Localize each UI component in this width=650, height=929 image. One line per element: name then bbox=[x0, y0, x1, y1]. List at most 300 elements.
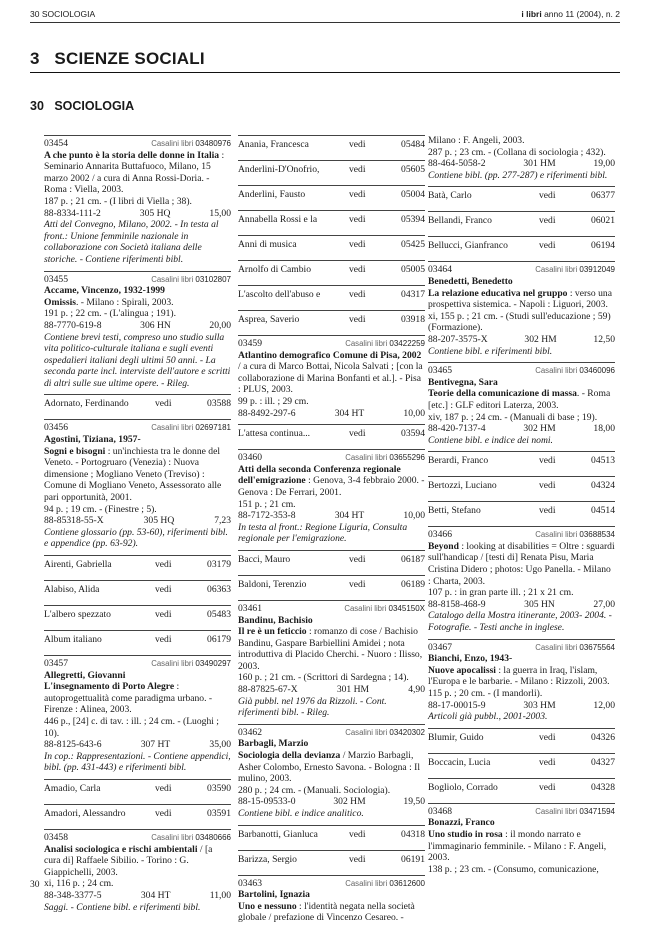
price: 15,00 bbox=[209, 207, 231, 219]
vedi-code: 05484 bbox=[401, 139, 425, 150]
entry-number: 03458 bbox=[44, 831, 68, 843]
header-journal bbox=[521, 9, 620, 19]
vedi-word: vedi bbox=[539, 455, 556, 467]
vedi-name: Barizza, Sergio bbox=[238, 853, 297, 865]
casalini-label: Casalini libri bbox=[535, 265, 580, 275]
bibliographic-entry bbox=[238, 600, 425, 724]
classification: 301 HM bbox=[336, 684, 370, 696]
vedi-name: Berardi, Franco bbox=[428, 455, 489, 467]
vedi-word: vedi bbox=[349, 264, 366, 275]
entry-title: L'insegnamento di Porto Alegre bbox=[44, 681, 175, 693]
entry-note: Contiene glossario (pp. 53-60), riferimenti bibl. e appendice (pp. 63-92). bbox=[44, 526, 228, 550]
casalini-code bbox=[151, 658, 231, 670]
vedi-name: L'attesa continua... bbox=[238, 428, 311, 440]
page-number: 30 bbox=[30, 880, 40, 890]
casalini-code bbox=[535, 529, 615, 541]
casalini-number: 03688534 bbox=[579, 530, 615, 540]
entry-note: In testa al front.: Regione Liguria, Consulta regionale per l'emigrazione. bbox=[238, 521, 408, 545]
vedi-code: 04327 bbox=[591, 756, 615, 768]
isbn-line bbox=[238, 510, 425, 522]
casalini-label: Casalini libri bbox=[344, 603, 389, 613]
entry-header bbox=[44, 422, 231, 434]
bibliographic-entry bbox=[428, 639, 615, 728]
vedi-name: Bellucci, Gianfranco bbox=[428, 240, 508, 252]
price: 18,00 bbox=[593, 423, 615, 435]
entry-header bbox=[44, 138, 231, 150]
isbn: 88-8158-468-9 bbox=[428, 598, 486, 610]
isbn-line bbox=[238, 408, 425, 420]
entry-header bbox=[44, 658, 231, 670]
entry-header bbox=[238, 603, 425, 615]
entry-imprint: : la guerra in Iraq, l'islam, l'Europa e le barbarie. - Milano : Rizzoli, 2003. bbox=[428, 664, 610, 688]
isbn-line bbox=[44, 208, 231, 220]
entry-number: 03465 bbox=[428, 365, 452, 377]
vedi-word: vedi bbox=[155, 609, 172, 620]
physical-description: xi, 155 p. ; 21 cm. - (Studi sull'educazione ; 59) (Formazione). bbox=[428, 310, 611, 334]
casalini-code bbox=[151, 138, 231, 150]
vedi-name: Anderlini, Fausto bbox=[238, 189, 306, 200]
entry-title-line bbox=[44, 681, 231, 716]
isbn-line bbox=[428, 700, 615, 712]
physical-description: 107 p. : in gran parte ill. ; 21 x 21 cm. bbox=[428, 587, 574, 599]
entry-note: Contiene bibl. (pp. 277-287) e riferimenti bibl. bbox=[428, 169, 608, 181]
vedi-word: vedi bbox=[349, 553, 366, 565]
vedi-row bbox=[428, 451, 615, 476]
entry-title-line bbox=[428, 541, 615, 587]
entry-number: 03463 bbox=[238, 877, 262, 889]
vedi-name: Boccacin, Lucia bbox=[428, 756, 491, 768]
physical-description: 99 p. : ill. ; 29 cm. bbox=[238, 395, 309, 407]
price: 19,00 bbox=[593, 158, 615, 170]
vedi-name: Amadori, Alessandro bbox=[44, 807, 126, 819]
classification: 307 HT bbox=[140, 739, 171, 751]
vedi-name: Anderlini-D'Onofrio, bbox=[238, 164, 320, 175]
column-1 bbox=[44, 135, 231, 918]
vedi-code: 06191 bbox=[401, 853, 425, 865]
isbn: 88-85318-55-X bbox=[44, 515, 104, 527]
price: 11,00 bbox=[209, 889, 231, 901]
price: 10,00 bbox=[403, 407, 425, 419]
entry-title: A che punto è la storia delle donne in Italia bbox=[44, 149, 220, 161]
entry-number: 03464 bbox=[428, 264, 452, 276]
vedi-word: vedi bbox=[349, 164, 366, 175]
bibliographic-entry bbox=[428, 526, 615, 638]
vedi-code: 03588 bbox=[207, 398, 231, 410]
isbn: 88-7770-619-8 bbox=[44, 319, 102, 331]
vedi-name: Anania, Francesca bbox=[238, 139, 309, 150]
vedi-code: 06021 bbox=[591, 215, 615, 227]
bibliographic-entry bbox=[428, 803, 615, 881]
isbn-line bbox=[428, 599, 615, 611]
vedi-row bbox=[238, 575, 425, 600]
bibliographic-entry bbox=[238, 335, 425, 424]
classification: 304 HT bbox=[334, 407, 365, 419]
physical-description: xi, 116 p. ; 24 cm. bbox=[44, 878, 114, 890]
running-header bbox=[30, 9, 620, 23]
isbn: 88-420-7137-4 bbox=[428, 423, 486, 435]
entry-imprint: / Marzio Barbagli, Asher Colombo, Ernesto Savona. - Bologna : Il mulino, 2003. bbox=[238, 750, 420, 785]
entry-number: 03462 bbox=[238, 726, 262, 738]
casalini-number: 03480976 bbox=[195, 139, 231, 148]
vedi-code: 05483 bbox=[207, 609, 231, 620]
isbn-line bbox=[44, 739, 231, 751]
vedi-row bbox=[428, 728, 615, 753]
vedi-name: Bogliolo, Corrado bbox=[428, 781, 498, 793]
vedi-row bbox=[238, 260, 425, 285]
entry-imprint: : il mondo narrato e l'immaginario femminile. - Milano : F. Angeli, 2003. bbox=[428, 828, 607, 864]
casalini-number: 03480666 bbox=[195, 832, 231, 842]
entry-title: Uno e nessuno bbox=[238, 900, 297, 912]
physical-description: 191 p. ; 22 cm. - (L'alingua ; 191). bbox=[44, 308, 177, 320]
casalini-number: 03612600 bbox=[389, 878, 425, 888]
vedi-word: vedi bbox=[349, 214, 366, 225]
vedi-word: vedi bbox=[539, 756, 556, 768]
vedi-row bbox=[44, 555, 231, 580]
vedi-code: 04318 bbox=[401, 828, 425, 840]
isbn: 88-8334-111-2 bbox=[44, 207, 101, 219]
vedi-word: vedi bbox=[539, 505, 556, 517]
price: 7,23 bbox=[214, 515, 231, 527]
casalini-number: 03422259 bbox=[389, 339, 425, 348]
entry-imprint: : looking at disabilities = Oltre : sguardi sull'handicap / [testi di] Renata Pisu, Maria Cristina Didero ; photos: Ugo Panella. - Milano : Charta, 2003. bbox=[428, 540, 615, 587]
vedi-word: vedi bbox=[349, 428, 366, 440]
vedi-word: vedi bbox=[155, 782, 172, 794]
vedi-code: 05425 bbox=[401, 239, 425, 250]
entry-header bbox=[428, 642, 615, 654]
price: 19,50 bbox=[403, 796, 425, 808]
entry-number: 03457 bbox=[44, 658, 68, 669]
isbn-line bbox=[238, 796, 425, 808]
vedi-code: 05394 bbox=[401, 214, 425, 225]
casalini-code bbox=[151, 422, 231, 434]
entry-title-line bbox=[428, 388, 615, 411]
physical-description: 138 p. ; 23 cm. - (Consumo, comunicazione, bbox=[428, 863, 599, 875]
entry-note: Già pubbl. nel 1976 da Rizzoli. - Cont. riferimenti bibl. - Rileg. bbox=[238, 695, 387, 719]
classification: 305 HN bbox=[524, 598, 555, 610]
physical-description: 446 p., [24] c. di tav. : ill. ; 24 cm. - (Luoghi ; 10). bbox=[44, 715, 219, 739]
vedi-code: 03594 bbox=[401, 428, 425, 440]
casalini-code bbox=[345, 338, 425, 350]
casalini-label: Casalini libri bbox=[345, 339, 390, 348]
price: 27,00 bbox=[593, 598, 615, 610]
isbn-line bbox=[238, 684, 425, 696]
vedi-row bbox=[238, 210, 425, 235]
casalini-label: Casalini libri bbox=[151, 659, 196, 668]
entry-title: Nuove apocalissi bbox=[428, 664, 496, 676]
entry-number: 03455 bbox=[44, 273, 68, 285]
vedi-row bbox=[44, 394, 231, 419]
entry-author: Bartolini, Ignazia bbox=[238, 889, 310, 901]
entry-note: Atti del Convegno, Milano, 2002. - In testa al front.: Unione femminile nazionale in collaborazione con Società italiana delle storiche. - Contiene riferimenti bibl. bbox=[44, 219, 219, 265]
vedi-code: 06179 bbox=[207, 634, 231, 645]
bibliographic-entry bbox=[238, 449, 425, 550]
entry-header bbox=[428, 365, 615, 377]
casalini-number: 03420302 bbox=[389, 727, 425, 737]
section-title: 3 SCIENZE SOCIALI bbox=[30, 49, 205, 68]
entry-imprint: : Seminario Annarita Buttafuoco, Milano, 15 marzo 2002 / a cura di Anna Rossi-Doria. - Roma : Viella, 2003. bbox=[44, 149, 225, 196]
entry-title: Sociologia della devianza bbox=[238, 750, 341, 762]
entry-title-line bbox=[44, 297, 231, 309]
vedi-word: vedi bbox=[539, 731, 556, 743]
vedi-name: Bertozzi, Luciano bbox=[428, 480, 497, 492]
entry-title: Il re è un feticcio bbox=[238, 626, 307, 638]
vedi-code: 04326 bbox=[591, 731, 615, 743]
isbn-line bbox=[428, 334, 615, 346]
casalini-label: Casalini libri bbox=[151, 274, 196, 284]
entry-note: Contiene bibl. e indice analitico. bbox=[238, 808, 364, 819]
entry-title-line bbox=[238, 901, 425, 924]
entry-title-line bbox=[428, 288, 615, 311]
entry-number: 03466 bbox=[428, 529, 452, 541]
vedi-code: 06363 bbox=[207, 584, 231, 595]
entry-title-line bbox=[238, 464, 425, 499]
vedi-word: vedi bbox=[539, 781, 556, 793]
vedi-row bbox=[44, 605, 231, 630]
entry-title-line bbox=[428, 829, 615, 864]
vedi-word: vedi bbox=[155, 559, 172, 570]
vedi-row bbox=[238, 550, 425, 575]
casalini-code bbox=[344, 603, 425, 615]
bibliographic-entry bbox=[238, 724, 425, 825]
entry-author: Agostini, Tiziana, 1957- bbox=[44, 434, 141, 446]
vedi-row bbox=[428, 501, 615, 526]
vedi-row bbox=[238, 310, 425, 335]
bibliographic-entry bbox=[428, 261, 615, 362]
classification: 302 HM bbox=[523, 423, 556, 435]
entry-title: Uno studio in rosa bbox=[428, 828, 503, 840]
entry-title: Atlantino demografico Comune di Pisa, 2002 bbox=[238, 349, 422, 361]
entry-imprint: / a cura di Marco Bottai, Nicola Salvati ; [con la collaborazione di Marina Bonfanti et al.]. - Pisa : PLUS, 2003. bbox=[238, 361, 423, 396]
entry-header bbox=[428, 806, 615, 818]
header-section: 30 SOCIOLOGIA bbox=[30, 9, 96, 19]
entry-header bbox=[44, 274, 231, 286]
casalini-number: 03675564 bbox=[579, 642, 615, 652]
classification: 304 HT bbox=[140, 889, 171, 901]
entry-header bbox=[428, 529, 615, 541]
vedi-code: 04324 bbox=[591, 480, 615, 492]
entry-author: Bentivegna, Sara bbox=[428, 376, 498, 388]
bibliographic-entry bbox=[238, 875, 425, 929]
vedi-code: 04514 bbox=[591, 505, 615, 517]
isbn-line bbox=[44, 515, 231, 527]
vedi-row bbox=[238, 825, 425, 850]
entry-author: Bonazzi, Franco bbox=[428, 817, 495, 829]
vedi-code: 05605 bbox=[401, 164, 425, 175]
vedi-code: 04513 bbox=[591, 455, 615, 467]
entry-number: 03456 bbox=[44, 422, 68, 434]
vedi-name: Blumir, Guido bbox=[428, 731, 484, 743]
entry-continuation bbox=[428, 135, 615, 186]
bibliographic-entry bbox=[44, 419, 231, 555]
vedi-name: Airenti, Gabriella bbox=[44, 559, 112, 570]
vedi-row bbox=[428, 753, 615, 778]
subsection-title: 30 SOCIOLOGIA bbox=[30, 99, 135, 113]
vedi-row bbox=[428, 778, 615, 803]
vedi-word: vedi bbox=[349, 189, 366, 200]
price: 10,00 bbox=[403, 510, 425, 522]
vedi-row bbox=[44, 804, 231, 829]
classification: 305 HQ bbox=[139, 207, 171, 219]
vedi-word: vedi bbox=[539, 240, 556, 252]
vedi-word: vedi bbox=[349, 314, 366, 325]
entry-author: Benedetti, Benedetto bbox=[428, 275, 513, 287]
isbn: 88-15-09533-0 bbox=[238, 796, 296, 808]
vedi-row bbox=[238, 185, 425, 210]
vedi-code: 05004 bbox=[401, 189, 425, 200]
classification: 304 HT bbox=[334, 510, 365, 522]
casalini-label: Casalini libri bbox=[535, 642, 580, 652]
imprint: Milano : F. Angeli, 2003. bbox=[428, 135, 525, 146]
isbn: 88-7172-353-8 bbox=[238, 510, 296, 522]
vedi-name: Adornato, Ferdinando bbox=[44, 398, 129, 410]
vedi-row bbox=[238, 285, 425, 310]
isbn-line bbox=[44, 890, 231, 902]
isbn: 88-348-3377-5 bbox=[44, 889, 102, 901]
vedi-name: Arnolfo di Cambio bbox=[238, 264, 312, 275]
entry-header bbox=[238, 878, 425, 890]
entry-author: Bianchi, Enzo, 1943- bbox=[428, 653, 513, 665]
vedi-name: Baldoni, Terenzio bbox=[238, 578, 307, 590]
entry-title-line bbox=[238, 626, 425, 672]
entry-note: Articoli già pubbl., 2001-2003. bbox=[428, 711, 548, 723]
physical-description: 160 p. ; 21 cm. - (Scrittori di Sardegna ; 14). bbox=[238, 672, 409, 684]
vedi-word: vedi bbox=[349, 289, 366, 300]
casalini-number: 03460096 bbox=[579, 366, 615, 376]
entry-imprint: / [a cura di] Raffaele Sibilio. - Torino : G. Giappichelli, 2003. bbox=[44, 843, 213, 878]
vedi-word: vedi bbox=[349, 139, 366, 150]
isbn-line bbox=[428, 423, 615, 435]
casalini-label: Casalini libri bbox=[151, 832, 196, 842]
entry-title: Analisi sociologica e rischi ambientali bbox=[44, 843, 198, 855]
entry-title: Teorie della comunicazione di massa bbox=[428, 388, 577, 400]
price: 4,90 bbox=[408, 684, 425, 696]
vedi-word: vedi bbox=[155, 807, 172, 819]
entry-title-line bbox=[44, 446, 231, 504]
vedi-name: Alabiso, Alida bbox=[44, 584, 100, 595]
isbn: 88-8125-643-6 bbox=[44, 739, 102, 751]
vedi-name: Annabella Rossi e la bbox=[238, 214, 318, 225]
entry-number: 03459 bbox=[238, 338, 262, 349]
entry-title-line bbox=[44, 150, 231, 196]
vedi-word: vedi bbox=[349, 239, 366, 250]
bibliographic-entry bbox=[44, 829, 231, 918]
vedi-word: vedi bbox=[155, 584, 172, 595]
column-3 bbox=[428, 135, 615, 880]
casalini-code bbox=[345, 878, 425, 890]
vedi-word: vedi bbox=[349, 853, 366, 865]
entry-imprint: : l'identità negata nella società globale / prefazione di Vincenzo Cesareo. - bbox=[238, 900, 415, 924]
entry-title: Sogni e bisogni bbox=[44, 445, 106, 457]
entry-imprint: : Genova, 3-4 febbraio 2000. - Genova : De Ferrari, 2001. bbox=[238, 475, 425, 498]
entry-title: La relazione educativa nel gruppo bbox=[428, 287, 568, 299]
vedi-word: vedi bbox=[155, 634, 172, 645]
classification: 302 HM bbox=[333, 796, 366, 808]
price: 12,00 bbox=[593, 699, 615, 711]
casalini-code bbox=[151, 274, 231, 286]
vedi-row bbox=[238, 424, 425, 449]
header-rule bbox=[30, 22, 620, 23]
isbn-line bbox=[428, 158, 615, 170]
vedi-name: L'ascolto dell'abuso e bbox=[238, 289, 321, 300]
casalini-code bbox=[535, 806, 615, 818]
classification: 305 HQ bbox=[143, 515, 175, 527]
vedi-code: 06189 bbox=[401, 578, 425, 590]
entry-title-line bbox=[238, 350, 425, 396]
entry-note: Saggi. - Contiene bibl. e riferimenti bibl. bbox=[44, 901, 201, 913]
physical-description: 94 p. ; 19 cm. - (Finestre ; 5). bbox=[44, 503, 157, 515]
entry-number: 03454 bbox=[44, 138, 68, 149]
vedi-name: Bellandi, Franco bbox=[428, 215, 492, 227]
entry-author: Allegretti, Giovanni bbox=[44, 669, 126, 681]
vedi-row bbox=[238, 850, 425, 875]
entry-header bbox=[428, 264, 615, 276]
vedi-code: 03591 bbox=[207, 807, 231, 819]
entry-title-line bbox=[44, 844, 231, 879]
vedi-row bbox=[44, 630, 231, 655]
casalini-number: 02697181 bbox=[195, 423, 231, 433]
vedi-word: vedi bbox=[539, 215, 556, 227]
casalini-code bbox=[345, 727, 425, 739]
vedi-word: vedi bbox=[539, 190, 556, 202]
vedi-name: Betti, Stefano bbox=[428, 505, 481, 517]
casalini-label: Casalini libri bbox=[345, 453, 390, 463]
entry-imprint: : un'inchiesta tra le donne del Veneto. - Portogruaro (Venezia) : Nuova dimensione ; Mogliano Veneto (Treviso) : Comune di Mogliano Veneto, Assessorato alle pari opportunità, 2001. bbox=[44, 445, 222, 504]
price: 12,50 bbox=[593, 333, 615, 345]
entry-title: Omissis bbox=[44, 296, 76, 308]
vedi-code: 03918 bbox=[401, 314, 425, 325]
entry-header bbox=[238, 727, 425, 739]
entry-note: Contiene brevi testi, compreso uno studio sulla vita politico-culturale italiana e sugli eventi ospedalieri italiani degli ultimi 50 anni. - La seconda parte incl. interviste dell'autore e scritti di altri sulle sue ultime opere. - Rileg. bbox=[44, 331, 231, 389]
price: 20,00 bbox=[209, 319, 231, 331]
entry-imprint: . - Roma [etc.] : GLF editori Laterza, 2003. bbox=[428, 388, 611, 411]
vedi-code: 06187 bbox=[401, 553, 425, 565]
physical-description: 115 p. ; 20 cm. - (I mandorli). bbox=[428, 688, 543, 699]
vedi-name: Batà, Carlo bbox=[428, 190, 472, 202]
bibliographic-entry bbox=[44, 655, 231, 779]
entry-number: 03467 bbox=[428, 641, 452, 653]
casalini-label: Casalini libri bbox=[151, 423, 196, 433]
classification: 301 HM bbox=[523, 158, 556, 170]
physical-description: 187 p. ; 21 cm. - (I libri di Viella ; 38). bbox=[44, 195, 192, 207]
entry-title-line bbox=[428, 665, 615, 688]
price: 35,00 bbox=[209, 739, 231, 751]
entry-author: Accame, Vincenzo, 1932-1999 bbox=[44, 285, 165, 297]
vedi-row bbox=[428, 476, 615, 501]
journal-name: i libri bbox=[521, 9, 542, 19]
bibliographic-entry bbox=[44, 271, 231, 395]
physical-description: 280 p. ; 24 cm. - (Manuali. Sociologia). bbox=[238, 784, 391, 796]
entry-title: Beyond bbox=[428, 540, 459, 552]
entry-note: Contiene bibl. e riferimenti bibl. bbox=[428, 345, 553, 357]
entry-note: In cop.: Rappresentazioni. - Contiene appendici, bibl. (pp. 431-443) e riferimenti bibl. bbox=[44, 750, 231, 774]
bibliographic-entry bbox=[428, 362, 615, 451]
vedi-word: vedi bbox=[349, 578, 366, 590]
casalini-label: Casalini libri bbox=[151, 139, 196, 148]
physical-description: 287 p. ; 23 cm. - (Collana di sociologia ; 432). bbox=[428, 146, 606, 158]
vedi-name: Asprea, Saverio bbox=[238, 314, 300, 325]
isbn-line bbox=[44, 320, 231, 332]
vedi-name: Album italiano bbox=[44, 634, 102, 645]
physical-description: xiv, 187 p. ; 24 cm. - (Manuali di base ; 19). bbox=[428, 411, 598, 423]
vedi-name: L'albero spezzato bbox=[44, 609, 111, 620]
casalini-code bbox=[535, 642, 615, 654]
entry-author: Barbagli, Marzio bbox=[238, 738, 309, 750]
vedi-row bbox=[238, 160, 425, 185]
casalini-label: Casalini libri bbox=[345, 727, 390, 737]
section-rule bbox=[30, 72, 620, 73]
isbn: 88-207-3575-X bbox=[428, 333, 488, 345]
casalini-number: 03912049 bbox=[579, 265, 615, 275]
